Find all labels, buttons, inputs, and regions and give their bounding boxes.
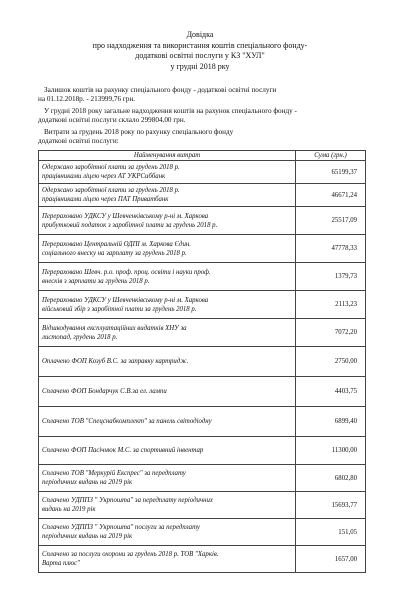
expense-name-line: Перераховано Центральній ОДПІ м. Харкова Єдин. xyxy=(42,240,191,248)
table-row xyxy=(39,546,366,573)
table-row xyxy=(39,492,366,519)
expense-name xyxy=(39,161,296,184)
expense-sum: 15693,77 xyxy=(296,492,366,519)
income-line: додаткові освітні послуги склало 299804,00 грн. xyxy=(38,116,186,124)
expense-name-line: Одержано заробітної плати за грудень 2018 р. xyxy=(42,164,180,171)
expense-sum: 2750,00 xyxy=(296,347,366,377)
expense-sum: 151,05 xyxy=(296,519,366,546)
table-body xyxy=(39,161,366,573)
expense-name-line: періодичних видань на 2019 рік xyxy=(42,533,133,540)
expense-name-line: Відшкодування експлуатаційних видатків ХНУ за xyxy=(42,324,187,332)
expense-sum: 6899,40 xyxy=(296,407,366,437)
balance-line: на 01.12.2018р. - 213999,76 грн. xyxy=(38,95,136,103)
expense-sum: 1379,73 xyxy=(296,263,366,291)
expense-name xyxy=(39,519,296,546)
expense-name xyxy=(39,184,296,207)
table-row xyxy=(39,161,366,184)
balance-paragraph xyxy=(38,86,368,104)
expenses-table xyxy=(38,150,366,573)
expense-name xyxy=(39,377,296,407)
expense-name-line: військовий збір з заробітної плати за грудень 2018 р. xyxy=(42,305,197,313)
expense-name-line: Оплачено ФОП Козуб В.С. за заправку картридж. xyxy=(42,358,189,365)
expense-sum: 4403,75 xyxy=(296,377,366,407)
document-title xyxy=(0,30,400,72)
table-row xyxy=(39,407,366,437)
expense-name-line: Перераховано Шевч. р.о. проф. проц. освіти і науки проф. xyxy=(42,268,211,276)
expense-name xyxy=(39,407,296,437)
income-paragraph xyxy=(38,107,368,125)
expense-name-line: Сплачено ТОВ "Меркурій Експрес" за передплату xyxy=(42,470,186,477)
expense-sum: 2113,23 xyxy=(296,291,366,319)
table-row xyxy=(39,184,366,207)
title-line: додаткові освітні послуги у КЗ "ХУЛ" xyxy=(135,51,265,60)
expense-name-line: працівниками ліцею через ПАТ Приватбанк xyxy=(42,196,169,203)
expense-name-line: працівниками ліцею через АТ УКРСиббанк xyxy=(42,173,166,180)
expense-name-line: видань на 2019 рік xyxy=(42,506,96,513)
header-sum: Сума (грн.) xyxy=(296,151,366,161)
expenses-intro-line: Витрати за грудень 2018 року по рахунку спеціального фонду xyxy=(44,128,234,136)
expense-name xyxy=(39,235,296,263)
expense-sum: 11300,00 xyxy=(296,437,366,465)
balance-line: Залишок коштів на рахунку спеціального фонду - додаткові освітні послуги xyxy=(44,86,277,94)
expenses-intro-line: додаткові освітні послуги: xyxy=(38,137,119,145)
expense-sum: 7072,20 xyxy=(296,319,366,347)
expense-name-line: Сплачено за послуги охорони за грудень 2018 р. ТОВ "Харків. xyxy=(42,551,219,558)
income-line: У грудні 2018 року загальне надходження коштів на рахунок спеціального фонду - xyxy=(44,107,297,115)
expense-sum: 46671,24 xyxy=(296,184,366,207)
expense-name xyxy=(39,263,296,291)
expense-name-line: прибутковий податок з заробітної плати за грудень 2018 р. xyxy=(42,221,218,229)
table-row xyxy=(39,207,366,235)
expense-name-line: соціального внеску на зарплату за грудень 2018 р. xyxy=(42,249,187,257)
expense-name-line: Сплачено УДППЗ " Укрпошта" послуги за передплату xyxy=(42,524,200,531)
table-row xyxy=(39,377,366,407)
expense-name xyxy=(39,437,296,465)
expense-name xyxy=(39,465,296,492)
table-row xyxy=(39,263,366,291)
expense-sum: 6802,80 xyxy=(296,465,366,492)
table-row xyxy=(39,235,366,263)
expense-sum: 1657,00 xyxy=(296,546,366,573)
expense-name xyxy=(39,291,296,319)
expense-name-line: Сплачено УДППЗ " Укрпошта" за передплату періодичних xyxy=(42,497,213,504)
expense-name xyxy=(39,492,296,519)
expenses-intro xyxy=(38,128,368,146)
table-row xyxy=(39,437,366,465)
title-line: Довідка xyxy=(186,30,214,39)
expense-name-line: внесків з зарплати за грудень 2018 р. xyxy=(42,277,150,285)
table-row xyxy=(39,465,366,492)
expense-sum: 47778,33 xyxy=(296,235,366,263)
table-row xyxy=(39,291,366,319)
expense-name-line: Перераховано УДКСУ у Шевченківському р-ні м. Харкова xyxy=(42,212,209,220)
expense-name-line: Сплачено ТОВ "Спецснабкомплект" за панель світодіодну xyxy=(42,418,212,425)
expense-name xyxy=(39,207,296,235)
expense-sum: 25517,09 xyxy=(296,207,366,235)
title-line: про надходження та використання коштів спеціального фонду- xyxy=(92,40,308,50)
expense-name-line: Варта плюс" xyxy=(42,560,80,567)
title-line: у грудні 2018 рку xyxy=(170,61,230,71)
expense-sum: 65199,37 xyxy=(296,161,366,184)
expense-name xyxy=(39,347,296,377)
table-row xyxy=(39,519,366,546)
expense-name-line: Одержано заробітної плати за грудень 2018 р. xyxy=(42,187,180,194)
table-row xyxy=(39,347,366,377)
table-row xyxy=(39,319,366,347)
expense-name-line: періодичних видань на 2019 рік xyxy=(42,479,133,486)
expense-name-line: листопад, грудень 2018 р. xyxy=(42,333,118,341)
expense-name-line: Сплачено ФОП Пасічнюк М.С. за спортивний інвентар xyxy=(42,447,204,454)
expense-name-line: Сплачено ФОП Бондарчук С.В.за ел. лампи xyxy=(42,388,167,395)
table-header-row xyxy=(39,151,366,161)
expense-name-line: Перераховано УДКСУ у Шевченківському р-ні м. Харкова xyxy=(42,296,209,304)
header-name: Найменування витрат xyxy=(39,151,296,161)
expense-name xyxy=(39,319,296,347)
expense-name xyxy=(39,546,296,573)
